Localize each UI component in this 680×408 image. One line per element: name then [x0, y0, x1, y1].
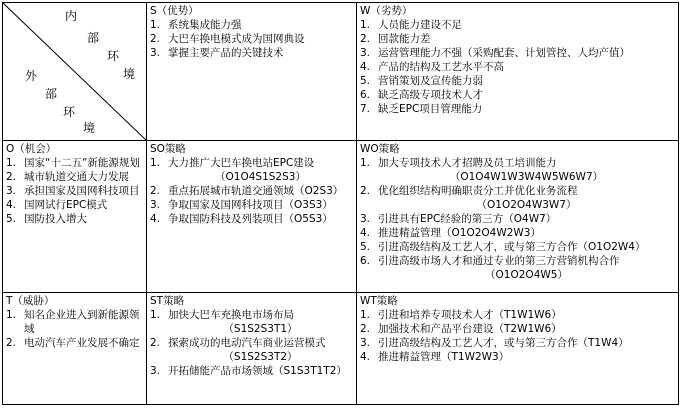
list-item: 3. 引进高级结构及工艺人才，或与第三方合作（T1W4） — [360, 337, 629, 349]
list-item: 3. 承担国家及国网科技项目 — [6, 185, 140, 197]
strengths-header: S（优势） — [150, 5, 199, 17]
list-item: 1. 大力推广大巴车换电站EPC建设 （O1O4S1S2S3） — [150, 157, 315, 183]
corner-label: 部 — [45, 87, 58, 101]
wo-strategy-list — [360, 156, 675, 282]
strengths-list — [150, 18, 353, 60]
list-item: 1. 知名企业进入到新能源领域 — [6, 309, 140, 335]
corner-label: 部 — [87, 31, 100, 45]
list-item: 1. 国家“十二五”新能源规划 — [6, 157, 140, 169]
list-item: 1. 系统集成能力强 — [150, 19, 242, 31]
corner-label: 境 — [123, 67, 136, 81]
st-strategy-header: ST策略 — [150, 295, 185, 307]
list-item: 3. 争取国家及国网科技项目（O3S3） — [150, 199, 333, 211]
opportunities-cell — [3, 141, 147, 293]
opportunities-header: O（机会） — [6, 143, 57, 155]
corner-label: 环 — [107, 49, 120, 63]
corner-label: 内 — [65, 9, 78, 23]
opportunities-list — [6, 156, 143, 226]
list-item: 4. 产品的结构及工艺水平不高 — [360, 61, 504, 73]
st-strategy-cell — [147, 293, 357, 405]
swot-table — [2, 2, 679, 405]
list-item: 2. 回款能力差 — [360, 33, 431, 45]
wt-strategy-list — [360, 308, 675, 364]
list-item: 4. 推进精益管理（O1O2O4W2W3） — [360, 227, 541, 239]
list-item: 5. 国防投入增大 — [6, 213, 87, 225]
list-item: 6. 缺乏高级专项技术人才 — [360, 89, 483, 101]
list-item: 1. 加快大巴车充换电市场布局 （S1S2S3T1） — [150, 309, 298, 335]
list-item: 2. 探索成功的电动汽车商业运营模式 （S1S2S3T2） — [150, 337, 326, 363]
corner-cell — [3, 3, 147, 141]
list-item: 6. 引进高级市场人才和通过专业的第三方营销机构合作 （O1O2O4W5） — [360, 255, 620, 281]
list-item: 5. 营销策划及宣传能力弱 — [360, 75, 483, 87]
threats-header: T（威胁） — [6, 295, 55, 307]
strengths-cell — [147, 3, 357, 141]
list-item: 3. 掌握主要产品的关键技术 — [150, 47, 284, 59]
list-item: 2. 重点拓展城市轨道交通领域（O2S3） — [150, 185, 344, 197]
threats-cell — [3, 293, 147, 405]
list-item: 2. 城市轨道交通大力发展 — [6, 171, 129, 183]
so-strategy-header: SO策略 — [150, 143, 186, 155]
list-item: 1. 引进和培养专项技术人才（T1W1W6） — [360, 309, 562, 321]
list-item: 2. 大巴车换电模式成为国网典设 — [150, 33, 305, 45]
threats-list — [6, 308, 143, 350]
list-item: 3. 开拓储能产品市场领域（S1S3T1T2） — [150, 365, 347, 377]
list-item: 2. 加强技术和产品平台建设（T2W1W6） — [360, 323, 562, 335]
list-item: 2. 优化组织结构明确职责分工并优化业务流程 （O1O2O4W3W7） — [360, 185, 578, 211]
weaknesses-list — [360, 18, 675, 116]
list-item: 7. 缺乏EPC项目管理能力 — [360, 103, 483, 115]
list-item: 5. 引进高级结构及工艺人才，或与第三方合作（O1O2W4） — [360, 241, 646, 253]
corner-label: 外 — [25, 69, 38, 83]
list-item: 2. 电动汽车产业发展不确定 — [6, 337, 140, 349]
list-item: 4. 推进精益管理（T1W2W3） — [360, 351, 510, 363]
so-strategy-cell — [147, 141, 357, 293]
corner-label: 境 — [83, 121, 96, 135]
wo-strategy-cell — [357, 141, 679, 293]
weaknesses-cell — [357, 3, 679, 141]
list-item: 4. 国网试行EPC模式 — [6, 199, 108, 211]
corner-label: 环 — [63, 105, 76, 119]
list-item: 1. 人员能力建设不足 — [360, 19, 462, 31]
list-item: 1. 加大专项技术人才招聘及员工培训能力 （O1O4W1W3W4W5W6W7） — [360, 157, 604, 183]
list-item: 3. 引进具有EPC经验的第三方（O4W7） — [360, 213, 557, 225]
wt-strategy-header: WT策略 — [360, 295, 398, 307]
st-strategy-list — [150, 308, 353, 378]
list-item: 4. 争取国防科技及列装项目（O5S3） — [150, 213, 333, 225]
list-item: 3. 运营管理能力不强（采购配套、计划管控、人均产值） — [360, 47, 630, 59]
wo-strategy-header: WO策略 — [360, 143, 400, 155]
so-strategy-list — [150, 156, 353, 226]
weaknesses-header: W（劣势） — [360, 5, 413, 17]
wt-strategy-cell — [357, 293, 679, 405]
